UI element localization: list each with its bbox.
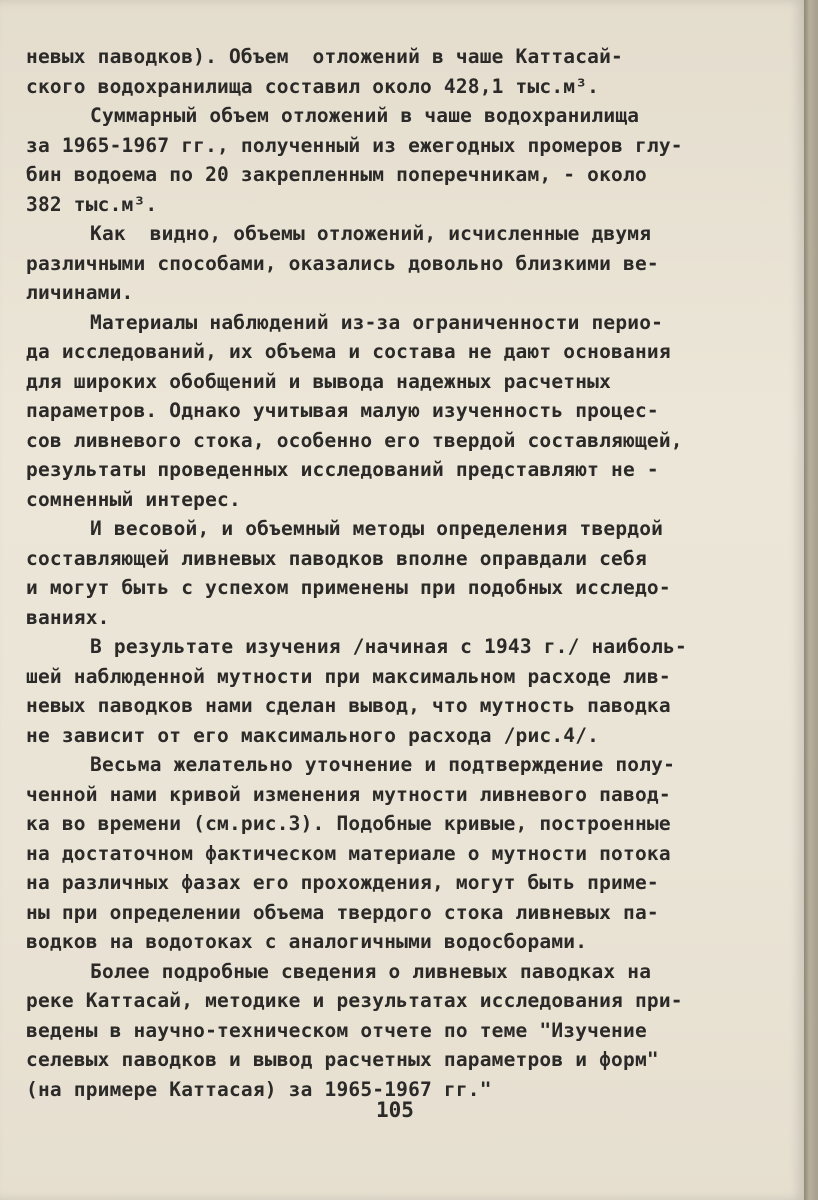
text-line: составляющей ливневых паводков вполне оправдали себя — [26, 546, 647, 570]
text-line: параметров. Однако учитывая малую изученность процес- — [26, 399, 659, 422]
body-text — [26, 42, 794, 1104]
text-line: водков на водотоках с аналогичными водосборами. — [26, 930, 588, 953]
text-line: ка во времени (см.рис.3). Подобные кривые, построенные — [26, 812, 671, 835]
text-line: не зависит от его максимального расхода /рис.4/. — [26, 723, 600, 747]
text-line: Весьма желательно уточнение и подтверждение полу- — [90, 753, 676, 776]
text-line: да исследований, их объема и состава не дают основания — [26, 340, 671, 363]
text-line: 382 тыс.м³. — [26, 192, 158, 216]
text-line: за 1965-1967 гг., полученный из ежегодных промеров глу- — [26, 133, 683, 157]
text-line: Более подробные сведения о ливневых паводках на — [90, 959, 652, 983]
text-line: селевых паводков и вывод расчетных параметров и форм" — [26, 1048, 659, 1071]
text-line: сомненный интерес. — [26, 487, 241, 511]
text-line: шей наблюденной мутности при максимальном расходе лив- — [26, 664, 671, 688]
text-line: Суммарный объем отложений в чаше водохранилища — [90, 104, 640, 127]
text-line: на достаточном фактическом материале о мутности потока — [26, 841, 671, 865]
text-line: ваниях. — [26, 605, 110, 629]
text-line: бин водоема по 20 закрепленным поперечникам, - около — [26, 163, 647, 186]
text-line: различными способами, оказались довольно близкими ве- — [26, 251, 659, 275]
text-line: ведены в научно-техническом отчете по теме "Изучение — [26, 1018, 647, 1042]
text-line: ского водохранилища составил около 428,1 тыс.м³. — [26, 74, 600, 98]
text-line: реке Каттасай, методике и результатах исследования при- — [26, 989, 683, 1012]
text-line: Как видно, объемы отложений, исчисленные двумя — [90, 222, 652, 245]
text-line: сов ливневого стока, особенно его твердой составляющей, — [26, 428, 683, 452]
text-line: результаты проведенных исследований представляют не - — [26, 458, 659, 481]
text-line: личинами. — [26, 281, 134, 304]
text-line: невых паводков). Объем отложений в чаше Каттасай- — [26, 45, 623, 68]
text-line: на различных фазах его прохождения, могут быть приме- — [26, 871, 659, 894]
text-line: невых паводков нами сделан вывод, что мутность паводка — [26, 694, 671, 717]
text-line: Материалы наблюдений из-за ограниченности перио- — [90, 310, 664, 334]
text-line: для широких обобщений и вывода надежных расчетных — [26, 369, 612, 393]
text-line: И весовой, и объемный методы определения твердой — [90, 517, 664, 540]
text-line: ченной нами кривой изменения мутности ливневого павод- — [26, 782, 671, 806]
text-line: В результате изучения /начиная с 1943 г./ наиболь- — [90, 635, 687, 658]
page-number: 105 — [376, 1098, 414, 1122]
text-line: и могут быть с успехом применены при подобных исследо- — [26, 576, 671, 599]
page-edge-shadow — [804, 0, 818, 1200]
text-line: ны при определении объема твердого стока ливневых па- — [26, 900, 659, 924]
text-line: (на примере Каттасая) за 1965-1967 гг." — [26, 1077, 492, 1101]
